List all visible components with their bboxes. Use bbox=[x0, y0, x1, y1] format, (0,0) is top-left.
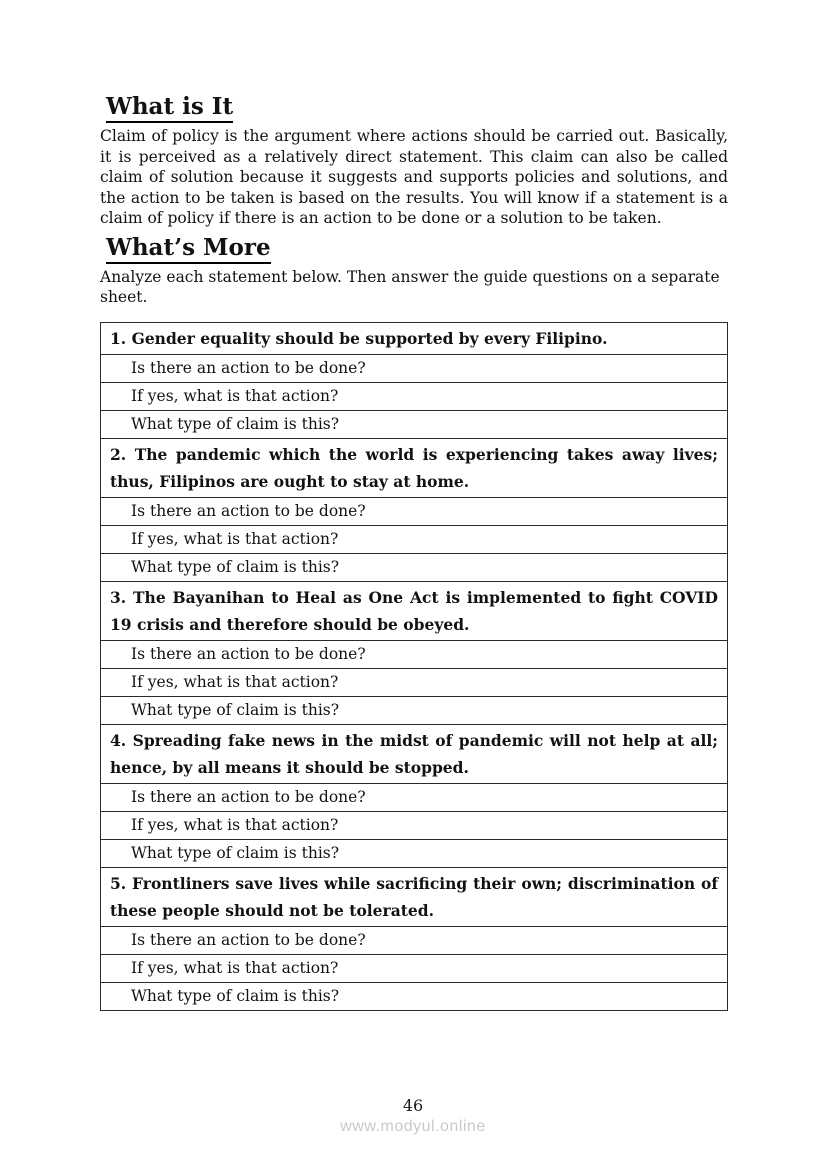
table-row bbox=[101, 355, 728, 383]
statement-4-question-1: Is there an action to be done? bbox=[101, 784, 728, 812]
table-row-statement-4 bbox=[101, 725, 728, 784]
statement-4-question-2: If yes, what is that action? bbox=[101, 812, 728, 840]
section-heading-what-is-it bbox=[106, 94, 728, 120]
table-row bbox=[101, 697, 728, 725]
page-content bbox=[100, 94, 728, 1011]
table-row bbox=[101, 641, 728, 669]
table-row bbox=[101, 840, 728, 868]
what-is-it-title: What is It bbox=[106, 93, 233, 123]
statement-5-question-3: What type of claim is this? bbox=[101, 983, 728, 1011]
table-row-statement-3 bbox=[101, 582, 728, 641]
table-row-statement-1 bbox=[101, 323, 728, 355]
statement-4-question-3: What type of claim is this? bbox=[101, 840, 728, 868]
table-row bbox=[101, 955, 728, 983]
statement-2-question-2: If yes, what is that action? bbox=[101, 526, 728, 554]
table-row bbox=[101, 383, 728, 411]
table-row-statement-2 bbox=[101, 439, 728, 498]
table-row bbox=[101, 498, 728, 526]
statements-table bbox=[100, 322, 728, 1011]
statement-3-text: 3. The Bayanihan to Heal as One Act is implemented to fight COVID 19 crisis and therefore should be obeyed. bbox=[101, 582, 728, 641]
table-row bbox=[101, 526, 728, 554]
table-row bbox=[101, 784, 728, 812]
statement-5-question-1: Is there an action to be done? bbox=[101, 927, 728, 955]
statement-4-text: 4. Spreading fake news in the midst of pandemic will not help at all; hence, by all means it should be stopped. bbox=[101, 725, 728, 784]
statement-2-question-1: Is there an action to be done? bbox=[101, 498, 728, 526]
whats-more-instruction: Analyze each statement below. Then answer the guide questions on a separate sheet. bbox=[100, 268, 720, 307]
page-number: 46 bbox=[402, 1096, 424, 1115]
statement-2-question-3: What type of claim is this? bbox=[101, 554, 728, 582]
what-is-it-paragraph: Claim of policy is the argument where actions should be carried out. Basically, it is perceived as a relatively direct statement. This claim can also be called claim of solution because it suggests and supports policies and solutions, and the action to be taken is based on the results. You will know if a statement is a claim of policy if there is an action to be done or a solution to be taken. bbox=[100, 127, 728, 228]
statement-2-text: 2. The pandemic which the world is experiencing takes away lives; thus, Filipinos are ought to stay at home. bbox=[101, 439, 728, 498]
table-row bbox=[101, 812, 728, 840]
section-heading-whats-more bbox=[106, 235, 728, 261]
table-row bbox=[101, 927, 728, 955]
table-row bbox=[101, 983, 728, 1011]
table-row bbox=[101, 554, 728, 582]
statement-3-question-3: What type of claim is this? bbox=[101, 697, 728, 725]
table-row bbox=[101, 411, 728, 439]
whats-more-title: What’s More bbox=[106, 234, 271, 264]
table-row-statement-5 bbox=[101, 868, 728, 927]
statement-1-question-2: If yes, what is that action? bbox=[101, 383, 728, 411]
statement-3-question-2: If yes, what is that action? bbox=[101, 669, 728, 697]
statement-3-question-1: Is there an action to be done? bbox=[101, 641, 728, 669]
statement-5-text: 5. Frontliners save lives while sacrificing their own; discrimination of these people should not be tolerated. bbox=[101, 868, 728, 927]
table-row bbox=[101, 669, 728, 697]
statement-5-question-2: If yes, what is that action? bbox=[101, 955, 728, 983]
watermark: www.modyul.online bbox=[340, 1118, 486, 1135]
statement-1-question-3: What type of claim is this? bbox=[101, 411, 728, 439]
statement-1-text: 1. Gender equality should be supported by every Filipino. bbox=[101, 323, 728, 355]
statement-1-question-1: Is there an action to be done? bbox=[101, 355, 728, 383]
page-footer bbox=[0, 1096, 826, 1136]
